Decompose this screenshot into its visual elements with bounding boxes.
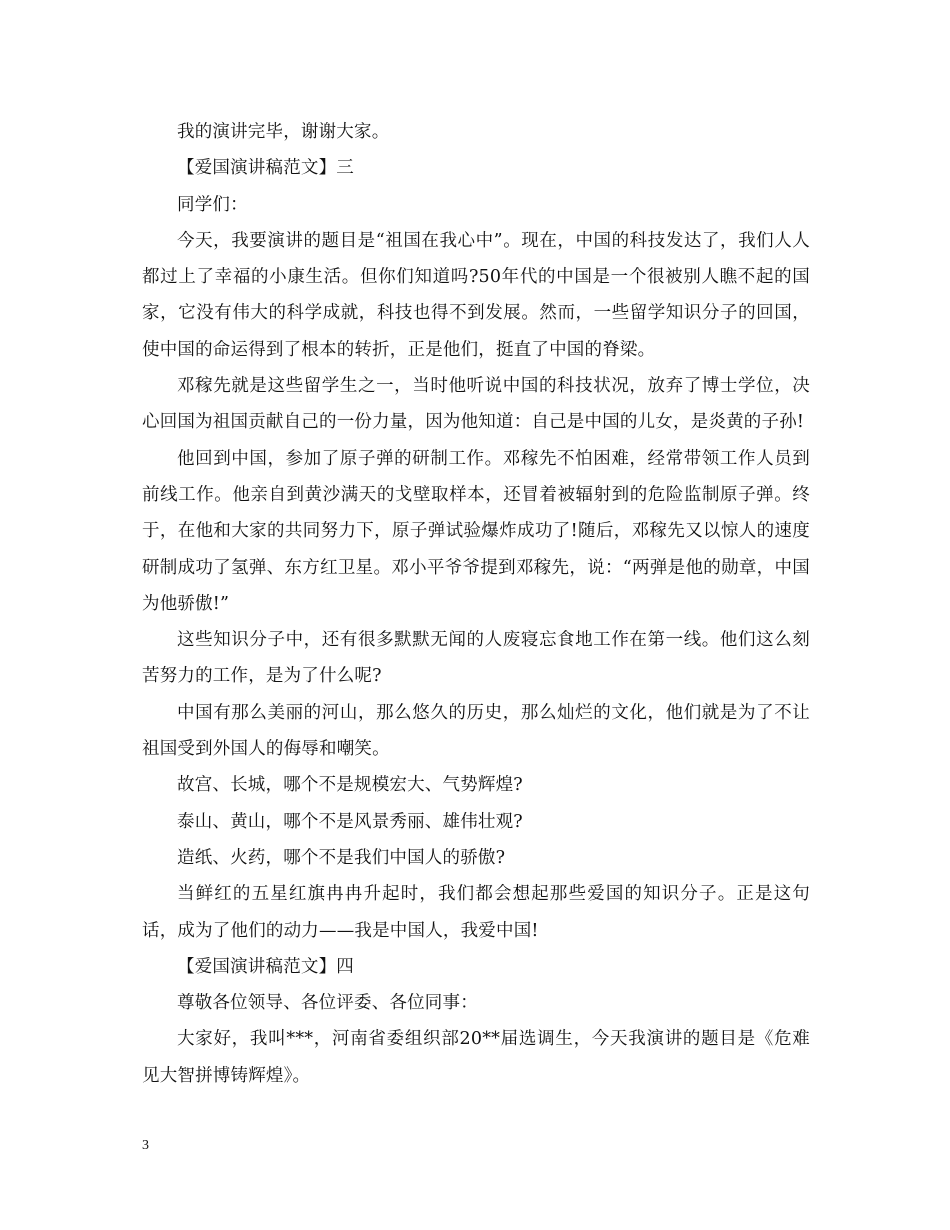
body-paragraph: 中国有那么美丽的河山，那么悠久的历史，那么灿烂的文化，他们就是为了不让祖国受到外国人的侮辱和嘲笑。	[142, 702, 810, 760]
body-paragraph: 造纸、火药，哪个不是我们中国人的骄傲?	[177, 847, 506, 868]
body-paragraph: 这些知识分子中，还有很多默默无闻的人废寝忘食地工作在第一线。他们这么刻苦努力的工作，是为了什么呢?	[142, 630, 810, 687]
body-paragraph: 今天，我要演讲的题目是“祖国在我心中”。现在，中国的科技发达了，我们人人都过上了幸福的小康生活。但你们知道吗?50年代的中国是一个很被别人瞧不起的国家，它没有伟大的科学成就，科技也得不到发展。然而，一些留学知识分子的回国，使中国的命运得到了根本的转折，正是他们，挺直了中国的脊梁。	[142, 230, 810, 360]
body-paragraph: 当鲜红的五星红旗冉冉升起时，我们都会想起那些爱国的知识分子。正是这句话，成为了他们的动力——我是中国人，我爱中国!	[142, 884, 810, 941]
salutation: 同学们：	[177, 194, 248, 215]
body-paragraph: 故宫、长城，哪个不是规模宏大、气势辉煌?	[177, 775, 523, 796]
body-paragraph: 大家好，我叫***，河南省委组织部20**届选调生，今天我演讲的题目是《危难见大智拼博铸辉煌》。	[142, 1029, 810, 1086]
closing-line: 我的演讲完毕，谢谢大家。	[177, 122, 390, 142]
section-heading-four: 【爱国演讲稿范文】四	[177, 956, 354, 977]
document-body	[142, 114, 810, 1094]
page-number: 3	[142, 1138, 149, 1153]
body-paragraph: 邓稼先就是这些留学生之一，当时他听说中国的科技状况，放弃了博士学位，决心回国为祖国贡献自己的一份力量，因为他知道：自己是中国的儿女，是炎黄的子孙!	[142, 376, 810, 433]
body-paragraph: 泰山、黄山，哪个不是风景秀丽、雄伟壮观?	[177, 811, 523, 832]
body-paragraph: 他回到中国，参加了原子弹的研制工作。邓稼先不怕困难，经常带领工作人员到前线工作。他亲自到黄沙满天的戈壁取样本，还冒着被辐射到的危险监制原子弹。终于，在他和大家的共同努力下，原子弹试验爆炸成功了!随后，邓稼先又以惊人的速度研制成功了氢弹、东方红卫星。邓小平爷爷提到邓稼先，说：“两弹是他的勋章，中国为他骄傲!”	[142, 448, 810, 614]
section-heading-three: 【爱国演讲稿范文】三	[177, 158, 354, 179]
salutation: 尊敬各位领导、各位评委、各位同事：	[177, 993, 478, 1014]
